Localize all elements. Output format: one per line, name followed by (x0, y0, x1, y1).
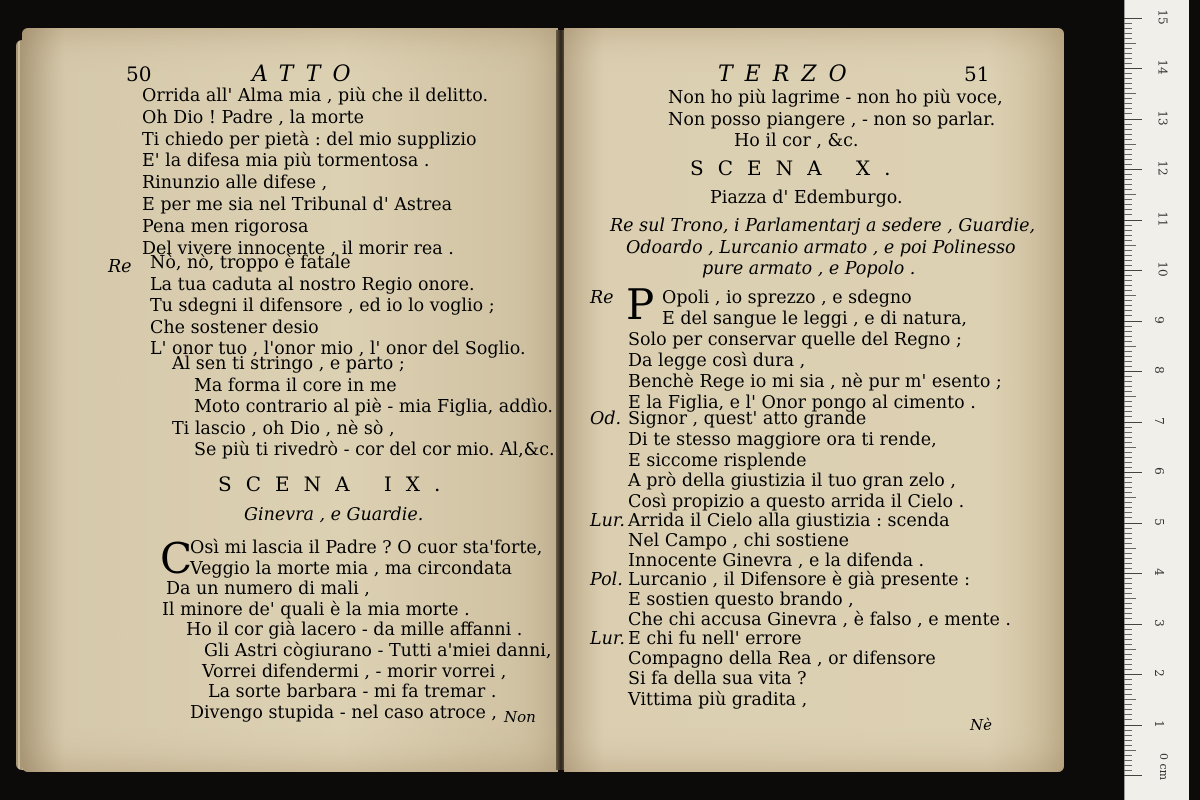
ruler-tick (1124, 119, 1142, 120)
verse-line: E del sangue le leggi , e di natura, (662, 309, 967, 329)
ruler-tick (1124, 608, 1132, 609)
left-running-header: ATTO (252, 62, 363, 87)
ruler-tick (1124, 18, 1142, 19)
verse-line: Ti chiedo per pietà : del mio supplizio (142, 129, 477, 150)
ruler-tick (1124, 689, 1132, 690)
ruler-number: 15 (1155, 8, 1170, 25)
ruler-tick (1124, 406, 1132, 407)
ruler-tick (1124, 194, 1136, 195)
ruler-tick (1124, 235, 1132, 236)
ruler-tick (1124, 745, 1132, 746)
ruler-tick (1124, 73, 1132, 74)
verse-line: La sorte barbara - mi fa tremar . (208, 682, 497, 703)
ruler-tick (1124, 442, 1132, 443)
ruler-tick (1124, 376, 1132, 377)
ruler-tick (1124, 487, 1132, 488)
ruler-number: 12 (1155, 160, 1170, 176)
speaker-lur-2: Lur. (590, 629, 625, 649)
ruler-tick (1124, 326, 1132, 327)
verse-line: E per me sia nel Tribunal d' Astrea (142, 195, 453, 215)
verse-line: Gli Astri cògiurano - Tutti a'miei danni, (204, 641, 552, 661)
ruler-tick (1124, 295, 1136, 296)
verse-line: Vittima più gradita , (628, 689, 808, 710)
verse-line: A prò della giustizia il tuo gran zelo , (628, 471, 956, 492)
ruler-tick (1124, 174, 1132, 175)
ruler-tick (1124, 331, 1132, 332)
ruler-tick (1124, 103, 1132, 104)
ruler-tick (1124, 740, 1132, 741)
scene-x-place: Piazza d' Edemburgo. (710, 188, 903, 208)
verse-line: Che chi accusa Ginevra , è falso , e mente . (628, 610, 1011, 630)
ruler-tick (1124, 315, 1132, 316)
verse-line: E' la difesa mia più tormentosa . (142, 151, 430, 172)
verse-line: Moto contrario al piè - mia Figlia, addìo. (194, 397, 553, 417)
ruler-tick (1124, 538, 1132, 539)
ruler-tick (1124, 497, 1136, 498)
ruler-tick (1124, 467, 1132, 468)
verse-line: E chi fu nell' errore (628, 629, 802, 649)
ruler-tick (1124, 618, 1132, 619)
ruler-tick (1124, 719, 1132, 720)
ruler-tick (1124, 300, 1132, 301)
ruler-tick (1124, 199, 1132, 200)
ruler-number: 3 (1151, 618, 1166, 627)
ruler-tick (1124, 533, 1132, 534)
verse-line: E sostien questo brando , (628, 590, 854, 610)
ruler-tick (1124, 204, 1132, 205)
verse-line: Si fa della sua vita ? (628, 669, 807, 690)
right-running-header: TERZO (718, 62, 859, 87)
ruler-tick (1124, 88, 1132, 89)
ruler-tick (1124, 644, 1132, 645)
speaker-re-left: Re (108, 257, 132, 277)
verse-line: Orrida all' Alma mia , più che il delitto. (142, 86, 489, 106)
ruler-tick (1124, 214, 1132, 215)
ruler-tick (1124, 649, 1136, 650)
ruler-tick (1124, 613, 1132, 614)
ruler-tick (1124, 371, 1142, 372)
verse-line: Veggio la morte mia , ma circondata (190, 558, 512, 579)
ruler-tick (1124, 558, 1132, 559)
verse-line: Osì mi lascia il Padre ? O cuor sta'forte, (190, 538, 543, 558)
verse-line: Ho il cor , &c. (734, 131, 859, 151)
ruler-tick (1124, 285, 1132, 286)
ruler-tick (1124, 578, 1132, 579)
ruler-tick (1124, 492, 1132, 493)
ruler-tick (1124, 68, 1142, 69)
ruler-tick (1124, 432, 1132, 433)
verse-line: Se più ti rivedrò - cor del cor mio. Al,&c. (194, 440, 555, 460)
ruler-number: 7 (1151, 416, 1166, 425)
ruler-tick (1124, 209, 1132, 210)
ruler-tick (1124, 437, 1132, 438)
verse-line: Divengo stupida - nel caso atroce , (190, 702, 497, 723)
verse-line: Opoli , io sprezzo , e sdegno (662, 288, 912, 308)
ruler-tick (1124, 593, 1132, 594)
ruler-tick (1124, 416, 1132, 417)
ruler-tick (1124, 280, 1132, 281)
ruler-tick (1124, 714, 1132, 715)
ruler-tick (1124, 704, 1132, 705)
ruler-tick (1124, 684, 1132, 685)
ruler-tick (1124, 78, 1132, 79)
ruler-tick (1124, 664, 1132, 665)
ruler-number: 2 (1151, 669, 1166, 677)
ruler-tick (1124, 482, 1132, 483)
ruler-tick (1124, 694, 1132, 695)
verse-line: Rinunzio alle difese , (142, 173, 328, 194)
ruler-tick (1124, 225, 1132, 226)
ruler-tick (1124, 83, 1132, 84)
ruler-tick (1124, 512, 1132, 513)
ruler-tick (1124, 310, 1132, 311)
ruler-tick (1124, 639, 1132, 640)
ruler-tick (1124, 129, 1132, 130)
ruler-tick (1124, 528, 1132, 529)
ruler-tick (1124, 507, 1132, 508)
ruler-tick (1124, 366, 1132, 367)
verse-line: Innocente Ginevra , e la difenda . (628, 551, 925, 571)
ruler-tick (1124, 164, 1132, 165)
ruler-number: 14 (1155, 59, 1170, 75)
ruler-tick (1124, 563, 1132, 564)
ruler-tick (1124, 33, 1132, 34)
ruler-tick (1124, 735, 1132, 736)
ruler-tick (1124, 765, 1132, 766)
ruler-tick (1124, 58, 1132, 59)
ruler-tick (1124, 260, 1132, 261)
ruler-tick (1124, 396, 1136, 397)
ruler-tick (1124, 401, 1132, 402)
ruler-tick (1124, 28, 1132, 29)
speaker-od: Od. (590, 409, 622, 429)
ruler-tick (1124, 356, 1132, 357)
ruler-tick (1124, 573, 1142, 574)
ruler-tick (1124, 189, 1132, 190)
speaker-re-right: Re (590, 288, 614, 308)
ruler-tick (1124, 730, 1132, 731)
ruler-tick (1124, 184, 1132, 185)
verse-line: Al sen ti stringo , e parto ; (172, 354, 405, 374)
ruler-tick (1124, 255, 1132, 256)
ruler-tick (1124, 750, 1136, 751)
ruler-number: 1 (1151, 719, 1166, 728)
ruler-tick (1124, 553, 1132, 554)
verse-line: Vorrei difendermi , - morir vorrei , (202, 661, 507, 682)
ruler-tick (1124, 472, 1142, 473)
ruler-tick (1124, 220, 1142, 221)
ruler-tick (1124, 624, 1142, 625)
ruler-tick (1124, 760, 1132, 761)
ruler-tick (1124, 583, 1132, 584)
verse-line: Compagno della Rea , or difensore (628, 649, 936, 670)
ruler-tick (1124, 411, 1132, 412)
ruler-number: 5 (1151, 517, 1166, 526)
stage-direction-line: Re sul Trono, i Parlamentarj a sedere , Guardie, (610, 216, 1036, 236)
ruler-tick (1124, 603, 1132, 604)
ruler-tick (1124, 230, 1132, 231)
ruler-tick (1124, 427, 1132, 428)
scene-x-title: SCENA X. (690, 156, 905, 180)
ruler-tick (1124, 93, 1136, 94)
ruler-tick (1124, 654, 1132, 655)
ruler-tick (1124, 659, 1132, 660)
ruler-tick (1124, 265, 1132, 266)
verse-line: L' onor tuo , l'onor mio , l' onor del Soglio. (150, 339, 526, 359)
ruler-tick (1124, 351, 1132, 352)
ruler-number: 13 (1155, 109, 1170, 126)
ruler-unit-label: 0 cm (1157, 752, 1171, 781)
verse-line: La tua caduta al nostro Regio onore. (150, 274, 475, 295)
verse-line: Non ho più lagrime - non ho più voce, (668, 88, 1003, 108)
ruler-tick (1124, 270, 1142, 271)
stage-direction-line: Odoardo , Lurcanio armato , e poi Polinesso (626, 237, 1016, 258)
ruler-tick (1124, 43, 1136, 44)
ruler-tick (1124, 523, 1142, 524)
ruler-number: 10 (1155, 261, 1170, 277)
ruler-tick (1124, 159, 1132, 160)
ruler-tick (1124, 391, 1132, 392)
ruler-tick (1124, 53, 1132, 54)
ruler-tick (1124, 381, 1132, 382)
verse-line: Lurcanio , il Difensore è già presente : (628, 570, 970, 590)
verse-line: Pena men rigorosa (142, 216, 309, 237)
ruler-tick (1124, 674, 1142, 675)
verse-line: Da legge così dura , (628, 351, 806, 371)
ruler-tick (1124, 245, 1136, 246)
ruler-tick (1124, 134, 1132, 135)
left-catchword: Non (504, 708, 536, 726)
ruler-tick (1124, 548, 1136, 549)
ruler-tick (1124, 634, 1132, 635)
ruler-number: 9 (1151, 315, 1166, 324)
verse-line: Così propizio a questo arrida il Cielo . (628, 492, 965, 513)
ruler-tick (1124, 346, 1136, 347)
scene-ix-title: SCENA IX. (218, 472, 455, 496)
ruler-tick (1124, 457, 1132, 458)
verse-line: Solo per conservar quelle del Regno ; (628, 330, 962, 350)
verse-line: Ti lascio , oh Dio , nè sò , (172, 418, 395, 439)
speaker-pol: Pol. (590, 570, 623, 590)
ruler-tick (1124, 144, 1136, 145)
verse-line: Signor , quest' atto grande (628, 409, 867, 429)
verse-line: E la Figlia, e l' Onor pongo al cimento . (628, 393, 976, 413)
ruler-tick (1124, 154, 1132, 155)
verse-line: Nò, nò, troppo è fatale (150, 253, 351, 273)
verse-line: Di te stesso maggiore ora ti rende, (628, 429, 937, 450)
ruler-tick (1124, 679, 1132, 680)
ruler-tick (1124, 709, 1132, 710)
ruler-tick (1124, 588, 1132, 589)
ruler-tick (1124, 113, 1132, 114)
right-catchword: Nè (970, 716, 993, 734)
verse-line: Oh Dio ! Padre , la morte (142, 107, 365, 128)
ruler-tick (1124, 699, 1136, 700)
verse-line: Ho il cor già lacero - da mille affanni . (186, 620, 523, 641)
ruler-tick (1124, 290, 1132, 291)
ruler-number: 8 (1151, 366, 1166, 374)
ruler-tick (1124, 38, 1132, 39)
ruler-tick (1124, 48, 1132, 49)
ruler-tick (1124, 477, 1132, 478)
verse-line: Benchè Rege io mi sia , nè pur m' esento ; (628, 372, 1002, 392)
ruler-tick (1124, 179, 1132, 180)
ruler-tick (1124, 321, 1142, 322)
ruler-tick (1124, 669, 1132, 670)
ruler-tick (1124, 598, 1136, 599)
speaker-lur-1: Lur. (590, 511, 625, 531)
ruler-number: 6 (1151, 467, 1166, 475)
ruler-number: 11 (1155, 210, 1170, 227)
ruler-tick (1124, 422, 1142, 423)
stage-direction-line: pure armato , e Popolo . (702, 259, 916, 279)
ruler-tick (1124, 124, 1132, 125)
ruler-tick (1124, 543, 1132, 544)
ruler-tick (1124, 23, 1132, 24)
ruler-tick (1124, 517, 1132, 518)
ruler-tick (1124, 502, 1132, 503)
verse-line: Ma forma il core in me (194, 375, 397, 396)
dropcap-c: C (160, 534, 193, 583)
ruler-tick (1124, 568, 1132, 569)
right-folio: 51 (964, 62, 990, 86)
verse-line: Del vivere innocente , il morir rea . (142, 238, 454, 259)
ruler-tick (1124, 139, 1132, 140)
ruler-number: 4 (1151, 568, 1166, 576)
ruler-tick (1124, 725, 1142, 726)
ruler-tick (1124, 240, 1132, 241)
ruler-tick (1124, 452, 1132, 453)
ruler-tick (1124, 169, 1142, 170)
ruler-tick (1124, 63, 1132, 64)
ruler-tick (1124, 361, 1132, 362)
verse-line: Il minore de' quali è la mia morte . (162, 599, 470, 620)
ruler-tick (1124, 149, 1132, 150)
verse-line: E siccome risplende (628, 450, 807, 471)
dropcap-p: P (626, 280, 655, 329)
verse-line: Da un numero di mali , (166, 579, 370, 600)
ruler-tick (1124, 336, 1132, 337)
ruler-tick (1124, 250, 1132, 251)
ruler-tick (1124, 305, 1132, 306)
ruler-tick (1124, 386, 1132, 387)
verse-line: Arrida il Cielo alla giustizia : scenda (628, 511, 950, 531)
verse-line: Nel Campo , chi sostiene (628, 531, 850, 551)
ruler-tick (1124, 341, 1132, 342)
ruler-tick (1124, 108, 1132, 109)
verse-line: Che sostener desio (150, 317, 319, 338)
verse-line: Tu sdegni il difensore , ed io lo voglio ; (150, 296, 495, 316)
scene-ix-cast: Ginevra , e Guardie. (244, 505, 424, 525)
ruler-tick (1124, 275, 1132, 276)
ruler-tick (1124, 770, 1132, 771)
ruler-tick (1124, 755, 1132, 756)
ruler-tick (1124, 447, 1136, 448)
ruler-tick (1124, 462, 1132, 463)
verse-line: Non posso piangere , - non so parlar. (668, 109, 996, 130)
ruler-tick (1124, 775, 1142, 776)
ruler-tick (1124, 629, 1132, 630)
left-folio: 50 (126, 62, 152, 86)
ruler-tick (1124, 98, 1132, 99)
